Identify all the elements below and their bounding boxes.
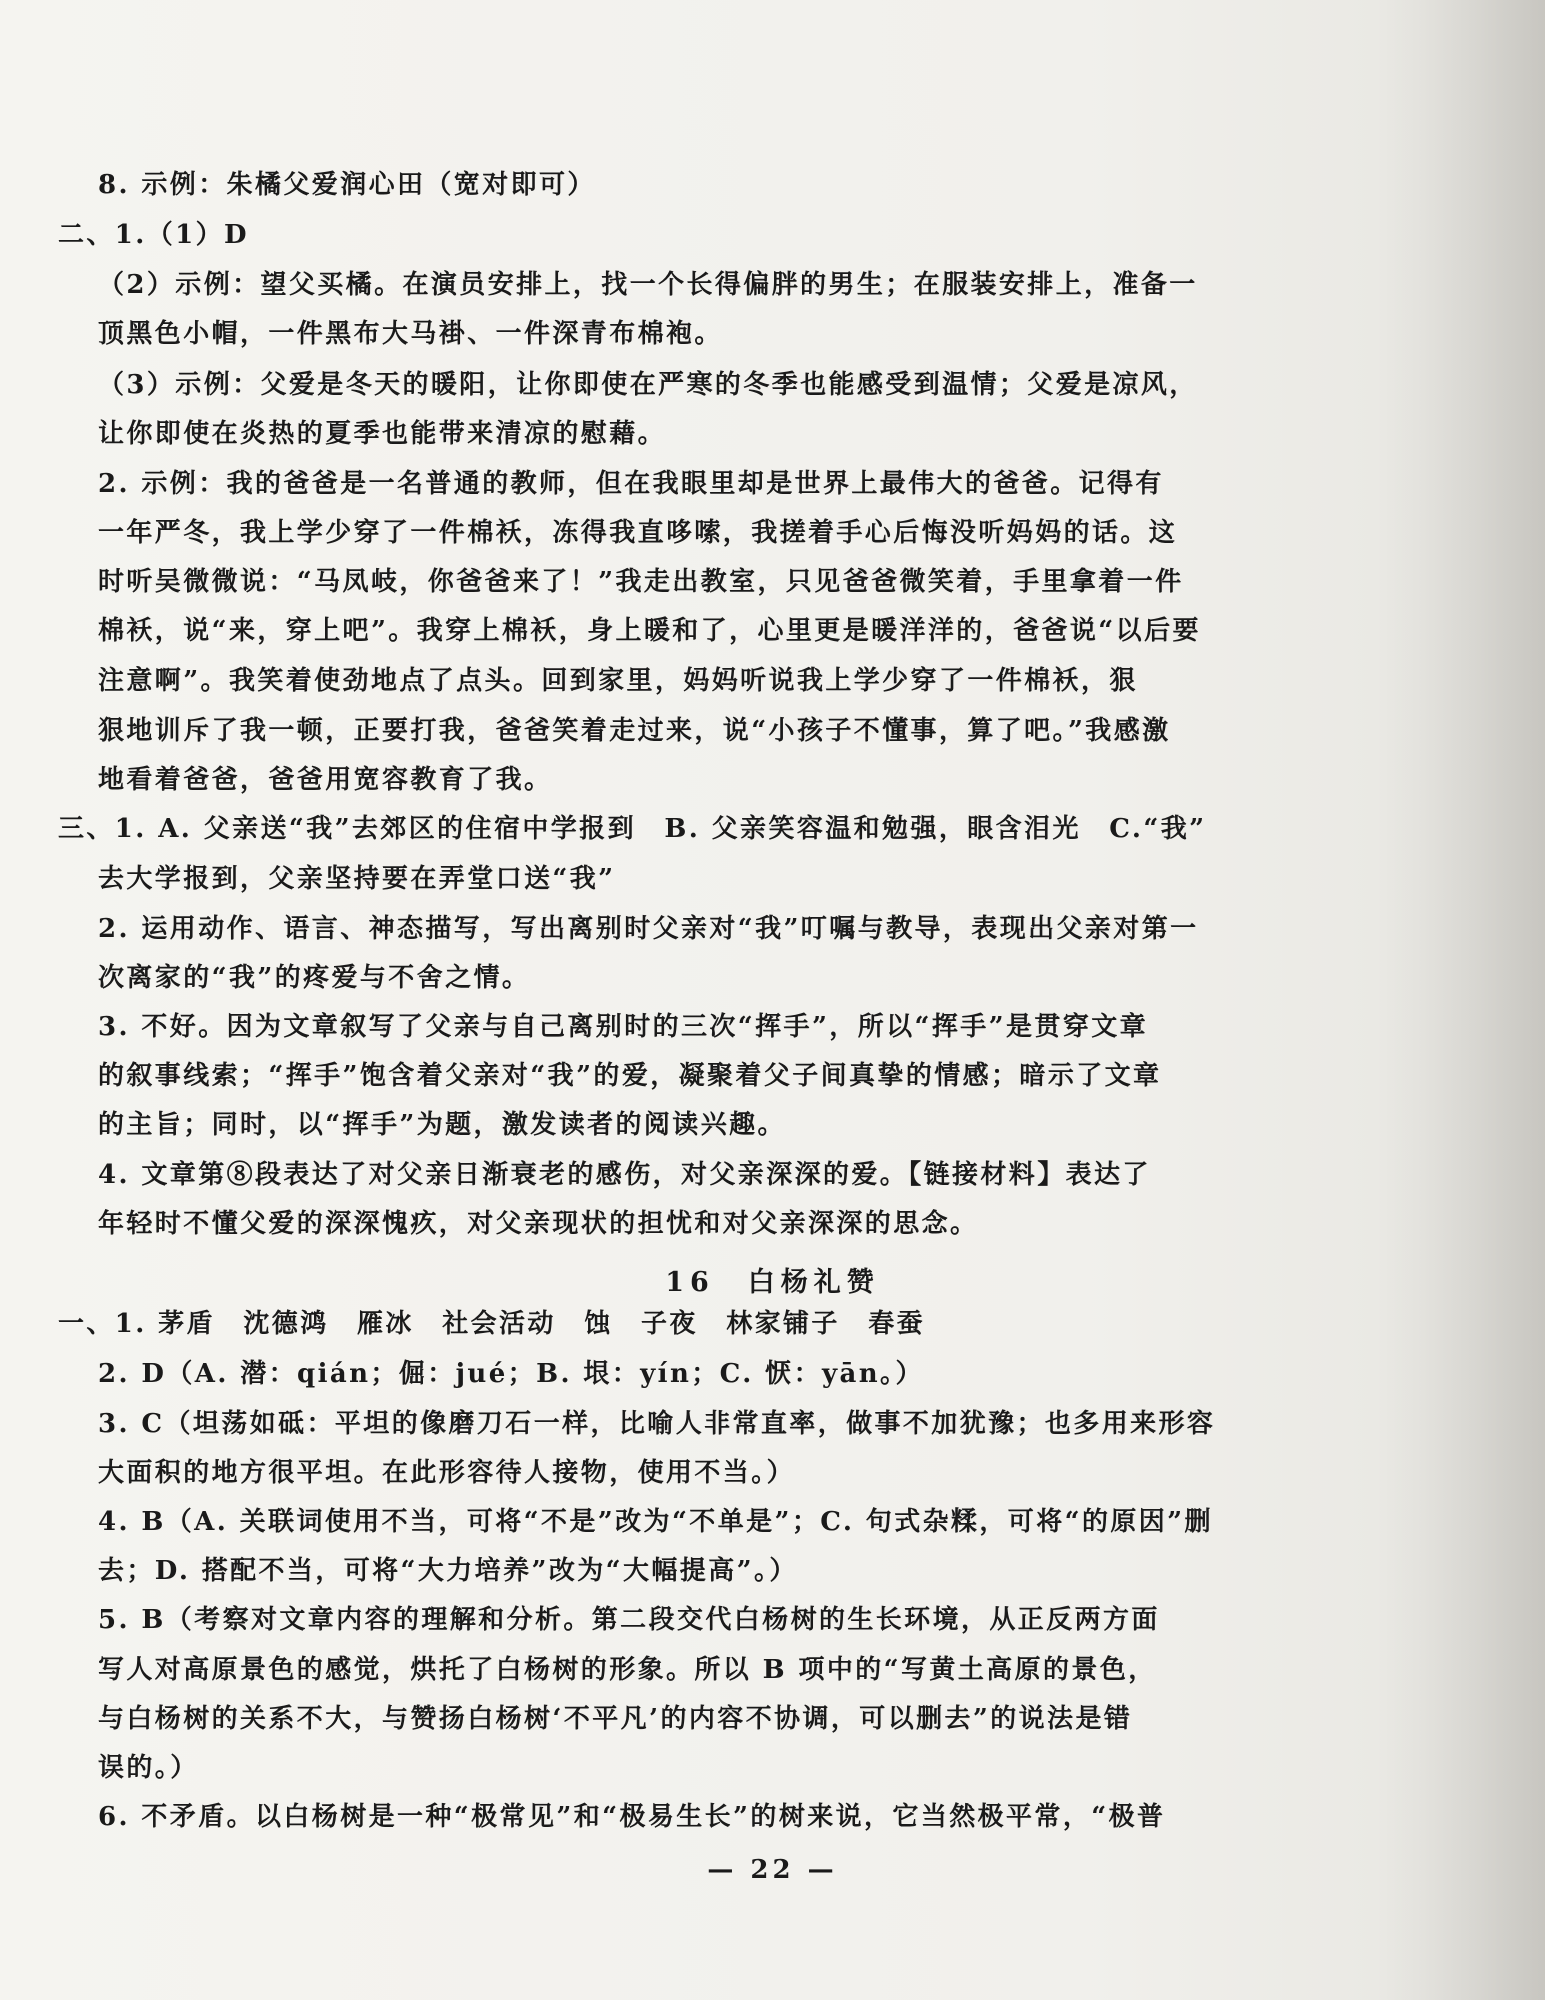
answer-line: 2. 运用动作、语言、神态描写，写出离别时父亲对“我”叮嘱与教导，表现出父亲对第一: [98, 914, 1199, 944]
scan-edge-shadow: [1375, 0, 1545, 2000]
answer-line: 让你即使在炎热的夏季也能带来清凉的慰藉。: [98, 419, 667, 449]
answer-line: 2. 示例：我的爸爸是一名普通的教师，但在我眼里却是世界上最伟大的爸爸。记得有: [98, 469, 1164, 499]
answer-line: 的叙事线索；“挥手”饱含着父亲对“我”的爱，凝聚着父子间真挚的情感；暗示了文章: [98, 1061, 1162, 1091]
page-number: — 22 —: [707, 1855, 838, 1885]
section-heading-line: 一、1. 茅盾 沈德鸿 雁冰 社会活动 蚀 子夜 林家铺子 春蚕: [58, 1309, 925, 1339]
answer-line: 与白杨树的关系不大，与赞扬白杨树‘不平凡’的内容不协调，可以删去”的说法是错: [98, 1704, 1133, 1734]
answer-line: 时听吴微微说：“马凤岐，你爸爸来了！”我走出教室，只见爸爸微笑着，手里拿着一件: [98, 567, 1184, 597]
answer-line: 4. B（A. 关联词使用不当，可将“不是”改为“不单是”；C. 句式杂糅，可将“的原因”删: [98, 1507, 1213, 1537]
answer-line: 的主旨；同时，以“挥手”为题，激发读者的阅读兴趣。: [98, 1110, 786, 1140]
answer-line: 去大学报到，父亲坚持要在弄堂口送“我”: [98, 864, 616, 894]
answer-line: （2）示例：望父买橘。在演员安排上，找一个长得偏胖的男生；在服装安排上，准备一: [98, 270, 1198, 300]
answer-line: 3. C（坦荡如砥：平坦的像磨刀石一样，比喻人非常直率，做事不加犹豫；也多用来形容: [98, 1409, 1216, 1439]
answer-line: 误的。）: [98, 1753, 199, 1783]
answer-line: 年轻时不懂父爱的深深愧疚，对父亲现状的担忧和对父亲深深的思念。: [98, 1209, 979, 1239]
answer-line: 6. 不矛盾。以白杨树是一种“极常见”和“极易生长”的树来说，它当然极平常，“极普: [98, 1802, 1166, 1832]
answer-line: 3. 不好。因为文章叙写了父亲与自己离别时的三次“挥手”，所以“挥手”是贯穿文章: [98, 1012, 1149, 1042]
section-heading-line: 二、1.（1）D: [58, 220, 249, 250]
answer-line: 棉袄，说“来，穿上吧”。我穿上棉袄，身上暖和了，心里更是暖洋洋的，爸爸说“以后要: [98, 616, 1201, 646]
answer-line: 5. B（考察对文章内容的理解和分析。第二段交代白杨树的生长环境，从正反两方面: [98, 1605, 1160, 1635]
answer-line: 8. 示例：朱橘父爱润心田（宽对即可）: [98, 170, 596, 200]
answer-line: 狠地训斥了我一顿，正要打我，爸爸笑着走过来，说“小孩子不懂事，算了吧。”我感激: [98, 716, 1171, 746]
answer-line: 写人对高原景色的感觉，烘托了白杨树的形象。所以 B 项中的“写黄土高原的景色，: [98, 1655, 1157, 1685]
answer-line: （3）示例：父爱是冬天的暖阳，让你即使在严寒的冬季也能感受到温情；父爱是凉风，: [98, 370, 1198, 400]
answer-line: 顶黑色小帽，一件黑布大马褂、一件深青布棉袍。: [98, 319, 723, 349]
section-heading-line: 三、1. A. 父亲送“我”去郊区的住宿中学报到 B. 父亲笑容温和勉强，眼含泪光 C.“我”: [58, 814, 1207, 844]
answer-line: 地看着爸爸，爸爸用宽容教育了我。: [98, 765, 553, 795]
answer-line: 4. 文章第⑧段表达了对父亲日渐衰老的感伤，对父亲深深的爱。【链接材料】表达了: [98, 1160, 1151, 1190]
answer-line: 注意啊”。我笑着使劲地点了点头。回到家里，妈妈听说我上学少穿了一件棉袄，狠: [98, 666, 1138, 696]
answer-line: 次离家的“我”的疼爱与不舍之情。: [98, 963, 531, 993]
answer-line: 去；D. 搭配不当，可将“大力培养”改为“大幅提高”。）: [98, 1556, 798, 1586]
answer-line: 一年严冬，我上学少穿了一件棉袄，冻得我直哆嗦，我搓着手心后悔没听妈妈的话。这: [98, 518, 1178, 548]
lesson-title: 16 白杨礼赞: [665, 1267, 880, 1298]
answer-line: 2. D（A. 潜：qián；倔：jué；B. 垠：yín；C. 恹：yān。）: [98, 1359, 924, 1389]
answer-line: 大面积的地方很平坦。在此形容待人接物，使用不当。）: [98, 1458, 796, 1488]
